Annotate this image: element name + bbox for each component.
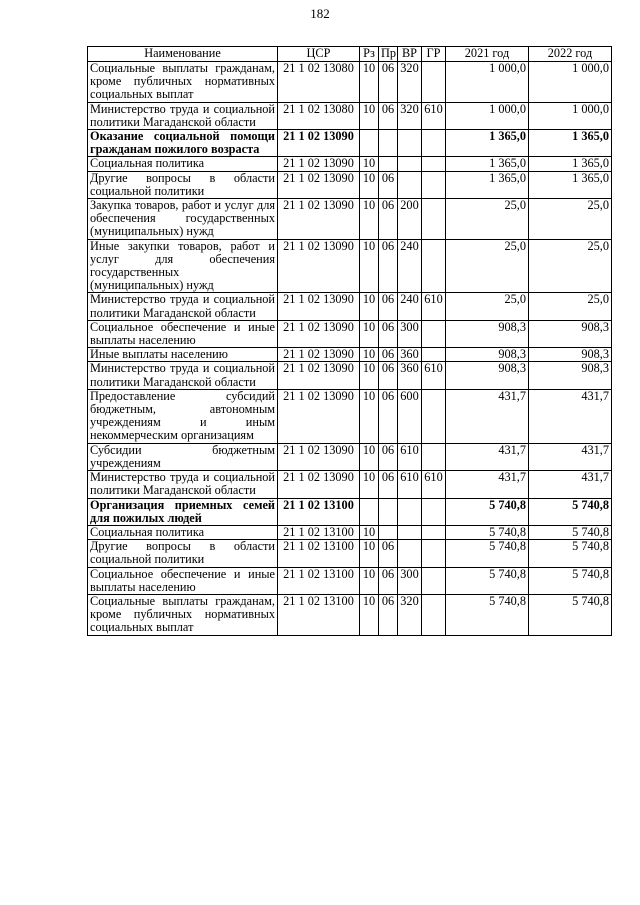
table-row (88, 102, 612, 129)
cell-pr: 06 (379, 293, 398, 320)
cell-vr: 610 (398, 443, 422, 470)
header-csr: ЦСР (278, 47, 360, 62)
cell-pr: 06 (379, 239, 398, 293)
cell-vr: 320 (398, 594, 422, 635)
cell-amount-2021: 431,7 (446, 471, 529, 498)
cell-vr: 240 (398, 293, 422, 320)
cell-gr: 610 (422, 362, 446, 389)
cell-vr: 360 (398, 362, 422, 389)
table-row (88, 320, 612, 347)
cell-rz: 10 (360, 348, 379, 362)
cell-gr (422, 594, 446, 635)
cell-amount-2021: 908,3 (446, 320, 529, 347)
cell-csr: 21 1 02 13090 (278, 130, 360, 157)
cell-csr: 21 1 02 13090 (278, 320, 360, 347)
cell-pr: 06 (379, 348, 398, 362)
table-row (88, 171, 612, 198)
cell-amount-2021: 908,3 (446, 362, 529, 389)
header-gr: ГР (422, 47, 446, 62)
cell-gr (422, 567, 446, 594)
cell-amount-2022: 431,7 (529, 443, 612, 470)
cell-rz: 10 (360, 471, 379, 498)
cell-gr (422, 389, 446, 443)
table-row (88, 498, 612, 525)
cell-amount-2021: 1 365,0 (446, 171, 529, 198)
cell-amount-2021: 25,0 (446, 199, 529, 240)
cell-csr: 21 1 02 13100 (278, 498, 360, 525)
cell-gr (422, 525, 446, 539)
cell-amount-2021: 1 365,0 (446, 157, 529, 171)
cell-rz: 10 (360, 525, 379, 539)
header-rz: Рз (360, 47, 379, 62)
header-name: Наименование (88, 47, 278, 62)
cell-name: Министерство труда и социальной политики Магаданской области (88, 471, 278, 498)
cell-name: Министерство труда и социальной политики Магаданской области (88, 102, 278, 129)
cell-rz: 10 (360, 102, 379, 129)
cell-pr: 06 (379, 567, 398, 594)
cell-name: Закупка товаров, работ и услуг для обеспечения государственных (муниципальных) нужд (88, 199, 278, 240)
cell-vr (398, 157, 422, 171)
cell-amount-2021: 1 000,0 (446, 102, 529, 129)
cell-vr: 240 (398, 239, 422, 293)
cell-csr: 21 1 02 13100 (278, 525, 360, 539)
cell-amount-2021: 25,0 (446, 293, 529, 320)
cell-rz: 10 (360, 199, 379, 240)
cell-pr: 06 (379, 199, 398, 240)
cell-gr (422, 157, 446, 171)
cell-csr: 21 1 02 13080 (278, 62, 360, 103)
cell-amount-2022: 1 365,0 (529, 130, 612, 157)
table-row (88, 471, 612, 498)
header-year-2022: 2022 год (529, 47, 612, 62)
cell-csr: 21 1 02 13080 (278, 102, 360, 129)
cell-gr (422, 171, 446, 198)
cell-name: Социальная политика (88, 525, 278, 539)
cell-csr: 21 1 02 13090 (278, 443, 360, 470)
cell-amount-2021: 5 740,8 (446, 594, 529, 635)
cell-pr: 06 (379, 594, 398, 635)
cell-csr: 21 1 02 13090 (278, 348, 360, 362)
table-row (88, 525, 612, 539)
cell-rz: 10 (360, 239, 379, 293)
table-row (88, 62, 612, 103)
cell-csr: 21 1 02 13090 (278, 199, 360, 240)
cell-vr: 200 (398, 199, 422, 240)
cell-rz: 10 (360, 443, 379, 470)
cell-name: Социальные выплаты гражданам, кроме публичных нормативных социальных выплат (88, 594, 278, 635)
cell-pr (379, 130, 398, 157)
cell-csr: 21 1 02 13090 (278, 239, 360, 293)
cell-rz: 10 (360, 389, 379, 443)
cell-gr: 610 (422, 102, 446, 129)
cell-csr: 21 1 02 13100 (278, 594, 360, 635)
table-row (88, 348, 612, 362)
table-row (88, 594, 612, 635)
cell-rz: 10 (360, 567, 379, 594)
cell-rz (360, 498, 379, 525)
cell-amount-2022: 908,3 (529, 362, 612, 389)
cell-amount-2022: 5 740,8 (529, 498, 612, 525)
table-row (88, 567, 612, 594)
table-row (88, 130, 612, 157)
cell-rz: 10 (360, 171, 379, 198)
cell-vr (398, 498, 422, 525)
cell-csr: 21 1 02 13090 (278, 471, 360, 498)
cell-gr (422, 199, 446, 240)
cell-amount-2022: 1 365,0 (529, 157, 612, 171)
cell-csr: 21 1 02 13100 (278, 540, 360, 567)
cell-vr (398, 525, 422, 539)
cell-vr: 610 (398, 471, 422, 498)
cell-name: Министерство труда и социальной политики Магаданской области (88, 362, 278, 389)
cell-amount-2021: 5 740,8 (446, 540, 529, 567)
cell-vr: 320 (398, 62, 422, 103)
table-row (88, 157, 612, 171)
cell-pr (379, 525, 398, 539)
cell-rz (360, 130, 379, 157)
cell-name: Социальное обеспечение и иные выплаты населению (88, 320, 278, 347)
header-vr: ВР (398, 47, 422, 62)
table-row (88, 199, 612, 240)
cell-rz: 10 (360, 320, 379, 347)
header-pr: Пр (379, 47, 398, 62)
cell-pr: 06 (379, 443, 398, 470)
cell-csr: 21 1 02 13090 (278, 171, 360, 198)
cell-amount-2021: 1 365,0 (446, 130, 529, 157)
cell-vr: 300 (398, 320, 422, 347)
cell-vr (398, 171, 422, 198)
cell-amount-2022: 1 365,0 (529, 171, 612, 198)
cell-name: Другие вопросы в области социальной политики (88, 171, 278, 198)
cell-csr: 21 1 02 13090 (278, 389, 360, 443)
cell-rz: 10 (360, 293, 379, 320)
table-header-row (88, 47, 612, 62)
cell-amount-2022: 908,3 (529, 348, 612, 362)
cell-vr: 320 (398, 102, 422, 129)
table-row (88, 362, 612, 389)
cell-amount-2021: 5 740,8 (446, 525, 529, 539)
cell-vr (398, 540, 422, 567)
cell-name: Субсидии бюджетным учреждениям (88, 443, 278, 470)
cell-rz: 10 (360, 157, 379, 171)
cell-csr: 21 1 02 13090 (278, 293, 360, 320)
cell-pr (379, 157, 398, 171)
cell-csr: 21 1 02 13090 (278, 362, 360, 389)
cell-name: Другие вопросы в области социальной политики (88, 540, 278, 567)
table-row (88, 239, 612, 293)
cell-amount-2022: 25,0 (529, 293, 612, 320)
cell-name: Предоставление субсидий бюджетным, автономным учреждениям и иным некоммерческим организациям (88, 389, 278, 443)
budget-table (87, 46, 612, 636)
cell-pr (379, 498, 398, 525)
cell-gr (422, 62, 446, 103)
cell-amount-2022: 1 000,0 (529, 102, 612, 129)
cell-amount-2021: 5 740,8 (446, 567, 529, 594)
cell-name: Министерство труда и социальной политики Магаданской области (88, 293, 278, 320)
cell-gr: 610 (422, 471, 446, 498)
cell-amount-2021: 25,0 (446, 239, 529, 293)
cell-amount-2022: 25,0 (529, 239, 612, 293)
cell-amount-2022: 1 000,0 (529, 62, 612, 103)
cell-name: Иные закупки товаров, работ и услуг для обеспечения государственных (муниципальных) нужд (88, 239, 278, 293)
table-body (88, 62, 612, 636)
cell-gr (422, 239, 446, 293)
cell-gr: 610 (422, 293, 446, 320)
cell-vr: 300 (398, 567, 422, 594)
cell-name: Социальное обеспечение и иные выплаты населению (88, 567, 278, 594)
cell-amount-2022: 908,3 (529, 320, 612, 347)
cell-amount-2022: 5 740,8 (529, 567, 612, 594)
cell-gr (422, 130, 446, 157)
cell-name: Социальные выплаты гражданам, кроме публичных нормативных социальных выплат (88, 62, 278, 103)
cell-amount-2021: 431,7 (446, 443, 529, 470)
cell-amount-2022: 5 740,8 (529, 525, 612, 539)
cell-gr (422, 348, 446, 362)
cell-amount-2022: 431,7 (529, 389, 612, 443)
cell-rz: 10 (360, 594, 379, 635)
page-number: 182 (310, 6, 330, 21)
cell-amount-2021: 5 740,8 (446, 498, 529, 525)
cell-name: Организация приемных семей для пожилых людей (88, 498, 278, 525)
cell-vr (398, 130, 422, 157)
cell-csr: 21 1 02 13090 (278, 157, 360, 171)
cell-gr (422, 443, 446, 470)
cell-name: Иные выплаты населению (88, 348, 278, 362)
cell-pr: 06 (379, 62, 398, 103)
cell-amount-2022: 5 740,8 (529, 540, 612, 567)
cell-name: Оказание социальной помощи гражданам пожилого возраста (88, 130, 278, 157)
cell-amount-2021: 431,7 (446, 389, 529, 443)
table-row (88, 389, 612, 443)
cell-amount-2022: 431,7 (529, 471, 612, 498)
cell-csr: 21 1 02 13100 (278, 567, 360, 594)
cell-pr: 06 (379, 320, 398, 347)
cell-pr: 06 (379, 389, 398, 443)
cell-pr: 06 (379, 362, 398, 389)
cell-gr (422, 540, 446, 567)
cell-vr: 360 (398, 348, 422, 362)
cell-pr: 06 (379, 471, 398, 498)
cell-pr: 06 (379, 171, 398, 198)
table-row (88, 293, 612, 320)
header-year-2021: 2021 год (446, 47, 529, 62)
cell-pr: 06 (379, 102, 398, 129)
cell-amount-2021: 908,3 (446, 348, 529, 362)
table-row (88, 540, 612, 567)
cell-amount-2022: 25,0 (529, 199, 612, 240)
cell-vr: 600 (398, 389, 422, 443)
cell-gr (422, 320, 446, 347)
cell-name: Социальная политика (88, 157, 278, 171)
cell-rz: 10 (360, 62, 379, 103)
cell-amount-2021: 1 000,0 (446, 62, 529, 103)
table-row (88, 443, 612, 470)
cell-rz: 10 (360, 362, 379, 389)
cell-rz: 10 (360, 540, 379, 567)
cell-gr (422, 498, 446, 525)
cell-amount-2022: 5 740,8 (529, 594, 612, 635)
cell-pr: 06 (379, 540, 398, 567)
